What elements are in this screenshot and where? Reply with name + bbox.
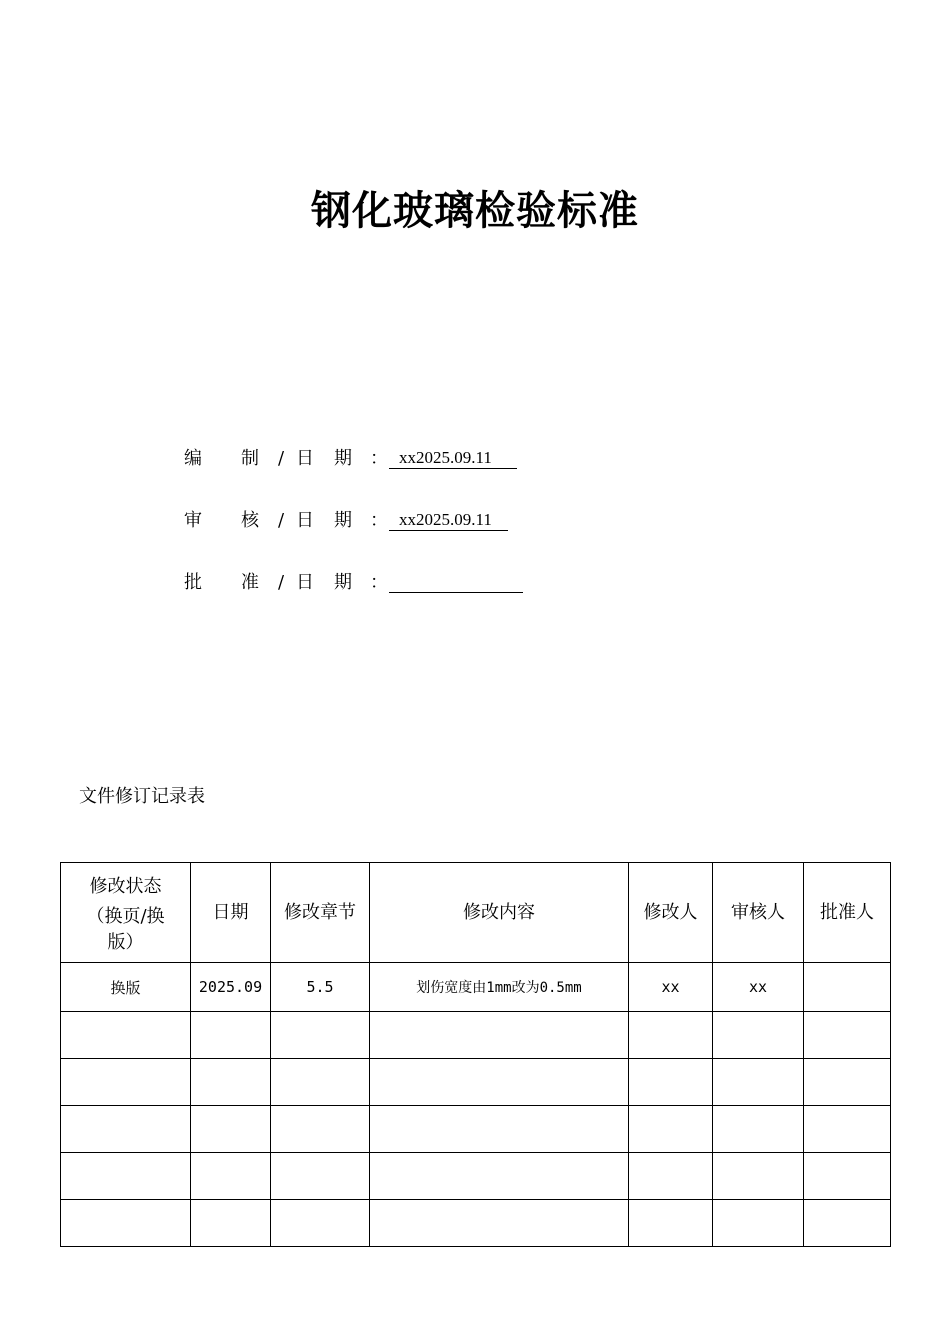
signoff-role-char: 准 (241, 572, 259, 593)
cell-modifier (629, 1153, 713, 1200)
cell-section (271, 1200, 370, 1247)
cell-approver (804, 1200, 891, 1247)
signoff-date-char: 期 (334, 448, 352, 469)
document-title: 钢化玻璃检验标准 (311, 187, 639, 234)
cell-reviewer (713, 1153, 804, 1200)
header-reviewer: 审核人 (713, 863, 804, 963)
cell-date (191, 1153, 271, 1200)
cell-status (61, 1200, 191, 1247)
signoff-slash: / (278, 448, 285, 469)
cell-date (191, 1059, 271, 1106)
table-row (61, 963, 891, 1012)
cell-approver (804, 1153, 891, 1200)
header-status-line: 修改状态 (89, 875, 162, 897)
cell-approver (804, 1059, 891, 1106)
cell-status: 换版 (61, 963, 191, 1012)
cell-modifier (629, 1059, 713, 1106)
signoff-colon: ： (370, 572, 388, 593)
signoff-role-char: 制 (241, 448, 259, 469)
cell-modifier (629, 1012, 713, 1059)
cell-content (370, 1059, 629, 1106)
signoff-role-char: 核 (241, 510, 259, 531)
cell-content (370, 1106, 629, 1153)
header-status-line: （换页/换 (86, 905, 165, 927)
cell-modifier: xx (629, 963, 713, 1012)
cell-modifier (629, 1106, 713, 1153)
header-status (61, 863, 191, 963)
header-date: 日期 (191, 863, 271, 963)
cell-content (370, 1153, 629, 1200)
cell-approver (804, 1012, 891, 1059)
signoff-date-char: 期 (334, 510, 352, 531)
table-row (61, 1106, 891, 1153)
cell-status (61, 1059, 191, 1106)
signoff-value-field: xx2025.09.11 (389, 509, 508, 531)
cell-modifier (629, 1200, 713, 1247)
cell-status (61, 1106, 191, 1153)
table-row (61, 1153, 891, 1200)
cell-section (271, 1153, 370, 1200)
signoff-slash: / (278, 510, 285, 531)
cell-section: 5.5 (271, 963, 370, 1012)
cell-reviewer (713, 1106, 804, 1153)
cell-date (191, 1106, 271, 1153)
cell-reviewer (713, 1059, 804, 1106)
signoff-slash: / (278, 572, 285, 593)
header-content: 修改内容 (370, 863, 629, 963)
signoff-date-char: 期 (334, 572, 352, 593)
cell-date (191, 1200, 271, 1247)
cell-approver (804, 963, 891, 1012)
header-approver: 批准人 (804, 863, 891, 963)
cell-content (370, 1200, 629, 1247)
table-row (61, 1012, 891, 1059)
signoff-colon: ： (370, 448, 388, 469)
signoff-value-field (389, 571, 523, 593)
cell-date: 2025.09 (191, 963, 271, 1012)
signoff-role-char: 审 (184, 510, 202, 531)
signoff-role-char: 批 (184, 572, 202, 593)
cell-content (370, 1012, 629, 1059)
signoff-date-char: 日 (296, 448, 314, 469)
signoff-colon: ： (370, 510, 388, 531)
table-header-row (61, 863, 891, 963)
cell-approver (804, 1106, 891, 1153)
header-modifier: 修改人 (629, 863, 713, 963)
cell-date (191, 1012, 271, 1059)
cell-reviewer (713, 1012, 804, 1059)
signoff-role-char: 编 (184, 448, 202, 469)
cell-section (271, 1012, 370, 1059)
revision-record-table (60, 862, 891, 1247)
cell-status (61, 1012, 191, 1059)
cell-status (61, 1153, 191, 1200)
header-status-line: 版） (107, 931, 144, 953)
header-section: 修改章节 (271, 863, 370, 963)
cell-reviewer (713, 1200, 804, 1247)
signoff-value-field: xx2025.09.11 (389, 447, 517, 469)
table-row (61, 1059, 891, 1106)
signoff-date-char: 日 (296, 572, 314, 593)
cell-content: 划伤宽度由1mm改为0.5mm (370, 963, 629, 1012)
cell-section (271, 1106, 370, 1153)
table-row (61, 1200, 891, 1247)
signoff-date-char: 日 (296, 510, 314, 531)
revision-record-title: 文件修订记录表 (79, 786, 205, 807)
cell-reviewer: xx (713, 963, 804, 1012)
cell-section (271, 1059, 370, 1106)
